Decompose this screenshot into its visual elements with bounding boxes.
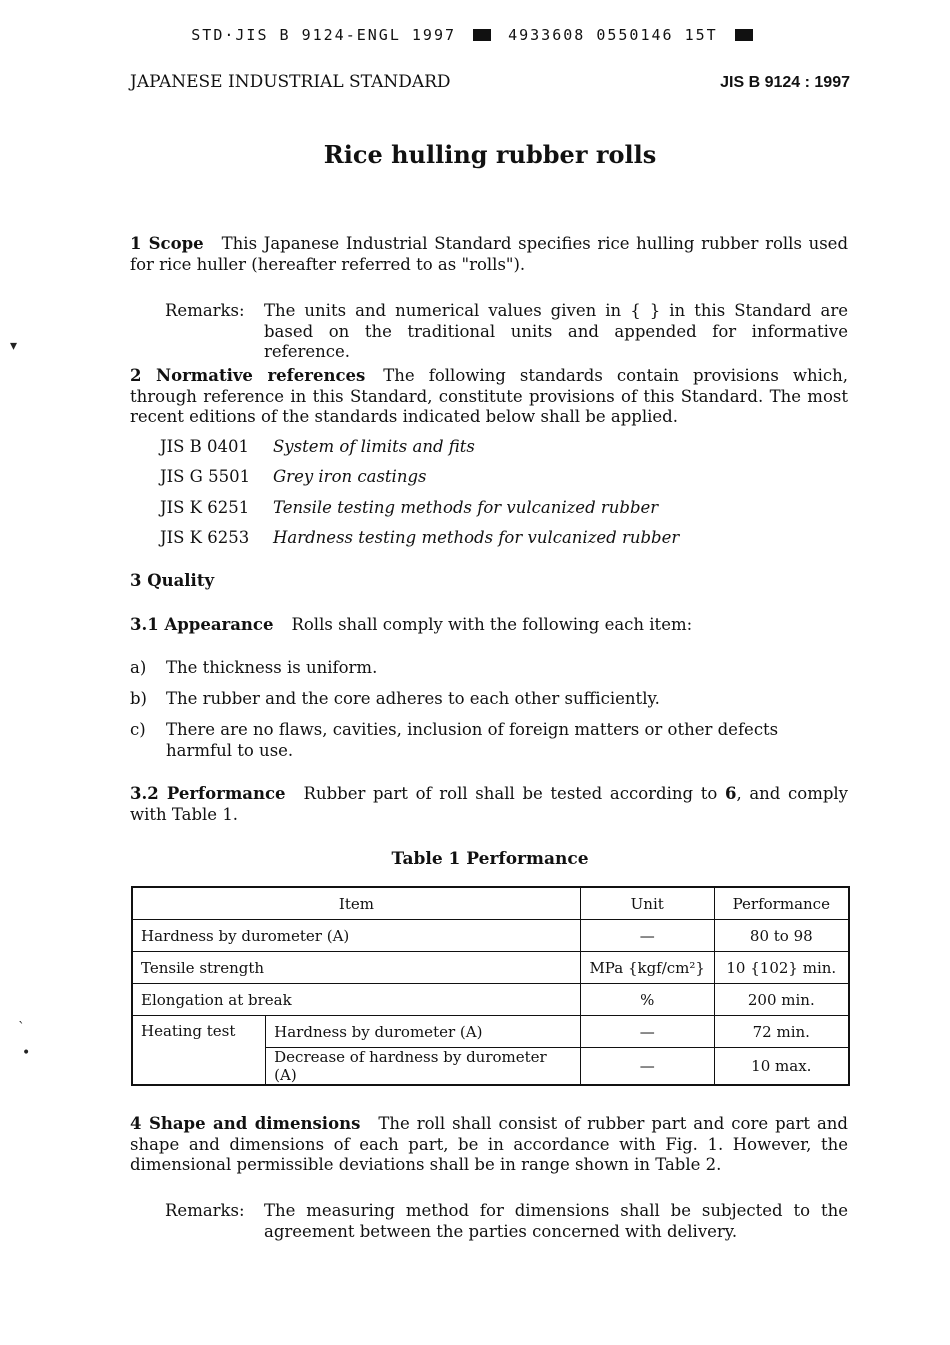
remark-text: The units and numerical values given in { } in this Standard are based on the traditional units and appended for informative reference. bbox=[264, 301, 848, 361]
margin-arrow-mark: ▾ bbox=[10, 338, 18, 354]
section-3-2-performance bbox=[130, 784, 848, 825]
header-unit: Unit bbox=[580, 887, 714, 920]
section-1-scope bbox=[130, 234, 848, 275]
section-3-quality bbox=[130, 571, 848, 592]
performance-table bbox=[131, 886, 850, 1086]
cell-unit: MPa {kgf/cm²} bbox=[580, 952, 714, 984]
list-marker: a) bbox=[130, 658, 147, 677]
cell-heating-test: Heating test bbox=[132, 1016, 266, 1086]
header-standard-number: JIS B 9124 : 1997 bbox=[720, 74, 850, 91]
cell-performance: 80 to 98 bbox=[714, 920, 849, 952]
reference-code: JIS K 6253 bbox=[160, 528, 250, 547]
section-3-1-appearance bbox=[130, 615, 848, 636]
list-text: The rubber and the core adheres to each other sufficiently. bbox=[166, 689, 660, 708]
margin-dot-mark: • bbox=[22, 1045, 31, 1061]
list-item bbox=[130, 720, 848, 761]
table-header-row bbox=[132, 887, 849, 920]
reference-name: Hardness testing methods for vulcanized rubber bbox=[273, 528, 680, 547]
section-2-text: The following standards contain provisions which, through reference in this Standard, constitute provisions of this Standard. The most recent editions of the standards indicated below shall be applied. bbox=[130, 366, 849, 426]
section-3-heading: 3 Quality bbox=[130, 571, 215, 590]
cell-performance: 72 min. bbox=[714, 1016, 849, 1048]
section-2-references bbox=[130, 366, 848, 428]
header-item: Item bbox=[132, 887, 580, 920]
table-row bbox=[132, 920, 849, 952]
table-row bbox=[132, 952, 849, 984]
reference-item bbox=[160, 467, 426, 486]
cell-unit: % bbox=[580, 984, 714, 1016]
section-1-heading: 1 Scope bbox=[130, 234, 204, 253]
cell-item: Elongation at break bbox=[132, 984, 580, 1016]
remark-units bbox=[165, 301, 848, 363]
header-standard-name: JAPANESE INDUSTRIAL STANDARD bbox=[130, 72, 451, 92]
section-4-text: The roll shall consist of rubber part and core part and shape and dimensions of each part, be in accordance with Fig. 1. However, the dimensional permissible deviations shall be in range shown in Table 2. bbox=[130, 1114, 848, 1174]
table-caption: Table 1 Performance bbox=[391, 849, 589, 869]
reference-name: Grey iron castings bbox=[273, 467, 427, 486]
section-3-2-text-end: , and comply with Table 1. bbox=[130, 784, 849, 824]
table-row bbox=[132, 1016, 849, 1048]
section-3-1-text: Rolls shall comply with the following each item: bbox=[291, 615, 693, 634]
list-text: There are no flaws, cavities, inclusion of foreign matters or other defects harmful to use. bbox=[166, 720, 779, 760]
cell-item: Tensile strength bbox=[132, 952, 580, 984]
list-item bbox=[130, 658, 848, 679]
list-text: The thickness is uniform. bbox=[166, 658, 378, 677]
list-item bbox=[130, 689, 848, 710]
section-3-2-ref: 6 bbox=[724, 784, 737, 803]
stamp-left: STD·JIS B 9124-ENGL 1997 bbox=[191, 26, 457, 44]
cell-unit: — bbox=[580, 1016, 714, 1048]
reference-code: JIS G 5501 bbox=[160, 467, 251, 486]
reference-name: System of limits and fits bbox=[273, 437, 475, 456]
section-4-heading: 4 Shape and dimensions bbox=[130, 1114, 361, 1133]
cell-unit: — bbox=[580, 920, 714, 952]
cell-sub-item: Decrease of hardness by durometer (A) bbox=[266, 1048, 581, 1086]
table-row bbox=[132, 984, 849, 1016]
stamp-block bbox=[473, 29, 491, 41]
stamp-middle: 4933608 0550146 15T bbox=[508, 26, 718, 44]
document-stamp bbox=[0, 26, 950, 44]
list-marker: b) bbox=[130, 689, 147, 708]
margin-tick-mark: ˋ bbox=[18, 1020, 25, 1036]
section-1-text: This Japanese Industrial Standard specifies rice hulling rubber rolls used for rice huller (hereafter referred to as "rolls"). bbox=[130, 234, 849, 274]
reference-item bbox=[160, 528, 679, 547]
remark-label: Remarks: bbox=[165, 1201, 245, 1220]
reference-name: Tensile testing methods for vulcanized rubber bbox=[273, 498, 659, 517]
remark-text: The measuring method for dimensions shall be subjected to the agreement between the parties concerned with delivery. bbox=[264, 1201, 848, 1241]
section-4-shape bbox=[130, 1114, 848, 1176]
cell-unit: — bbox=[580, 1048, 714, 1086]
reference-item bbox=[160, 498, 658, 517]
reference-code: JIS B 0401 bbox=[160, 437, 250, 456]
reference-code: JIS K 6251 bbox=[160, 498, 250, 517]
section-3-2-text: Rubber part of roll shall be tested according to bbox=[303, 784, 725, 803]
remark-measuring bbox=[165, 1201, 848, 1242]
section-3-1-heading: 3.1 Appearance bbox=[130, 615, 274, 634]
page-title: Rice hulling rubber rolls bbox=[323, 140, 657, 169]
list-marker: c) bbox=[130, 720, 146, 739]
cell-item: Hardness by durometer (A) bbox=[132, 920, 580, 952]
header-performance: Performance bbox=[714, 887, 849, 920]
cell-sub-item: Hardness by durometer (A) bbox=[266, 1016, 581, 1048]
cell-performance: 200 min. bbox=[714, 984, 849, 1016]
section-2-heading: 2 Normative references bbox=[130, 366, 366, 385]
reference-item bbox=[160, 437, 475, 456]
stamp-block-end bbox=[735, 29, 753, 41]
cell-performance: 10 {102} min. bbox=[714, 952, 849, 984]
section-3-2-heading: 3.2 Performance bbox=[130, 784, 286, 803]
remark-label: Remarks: bbox=[165, 301, 245, 320]
cell-performance: 10 max. bbox=[714, 1048, 849, 1086]
